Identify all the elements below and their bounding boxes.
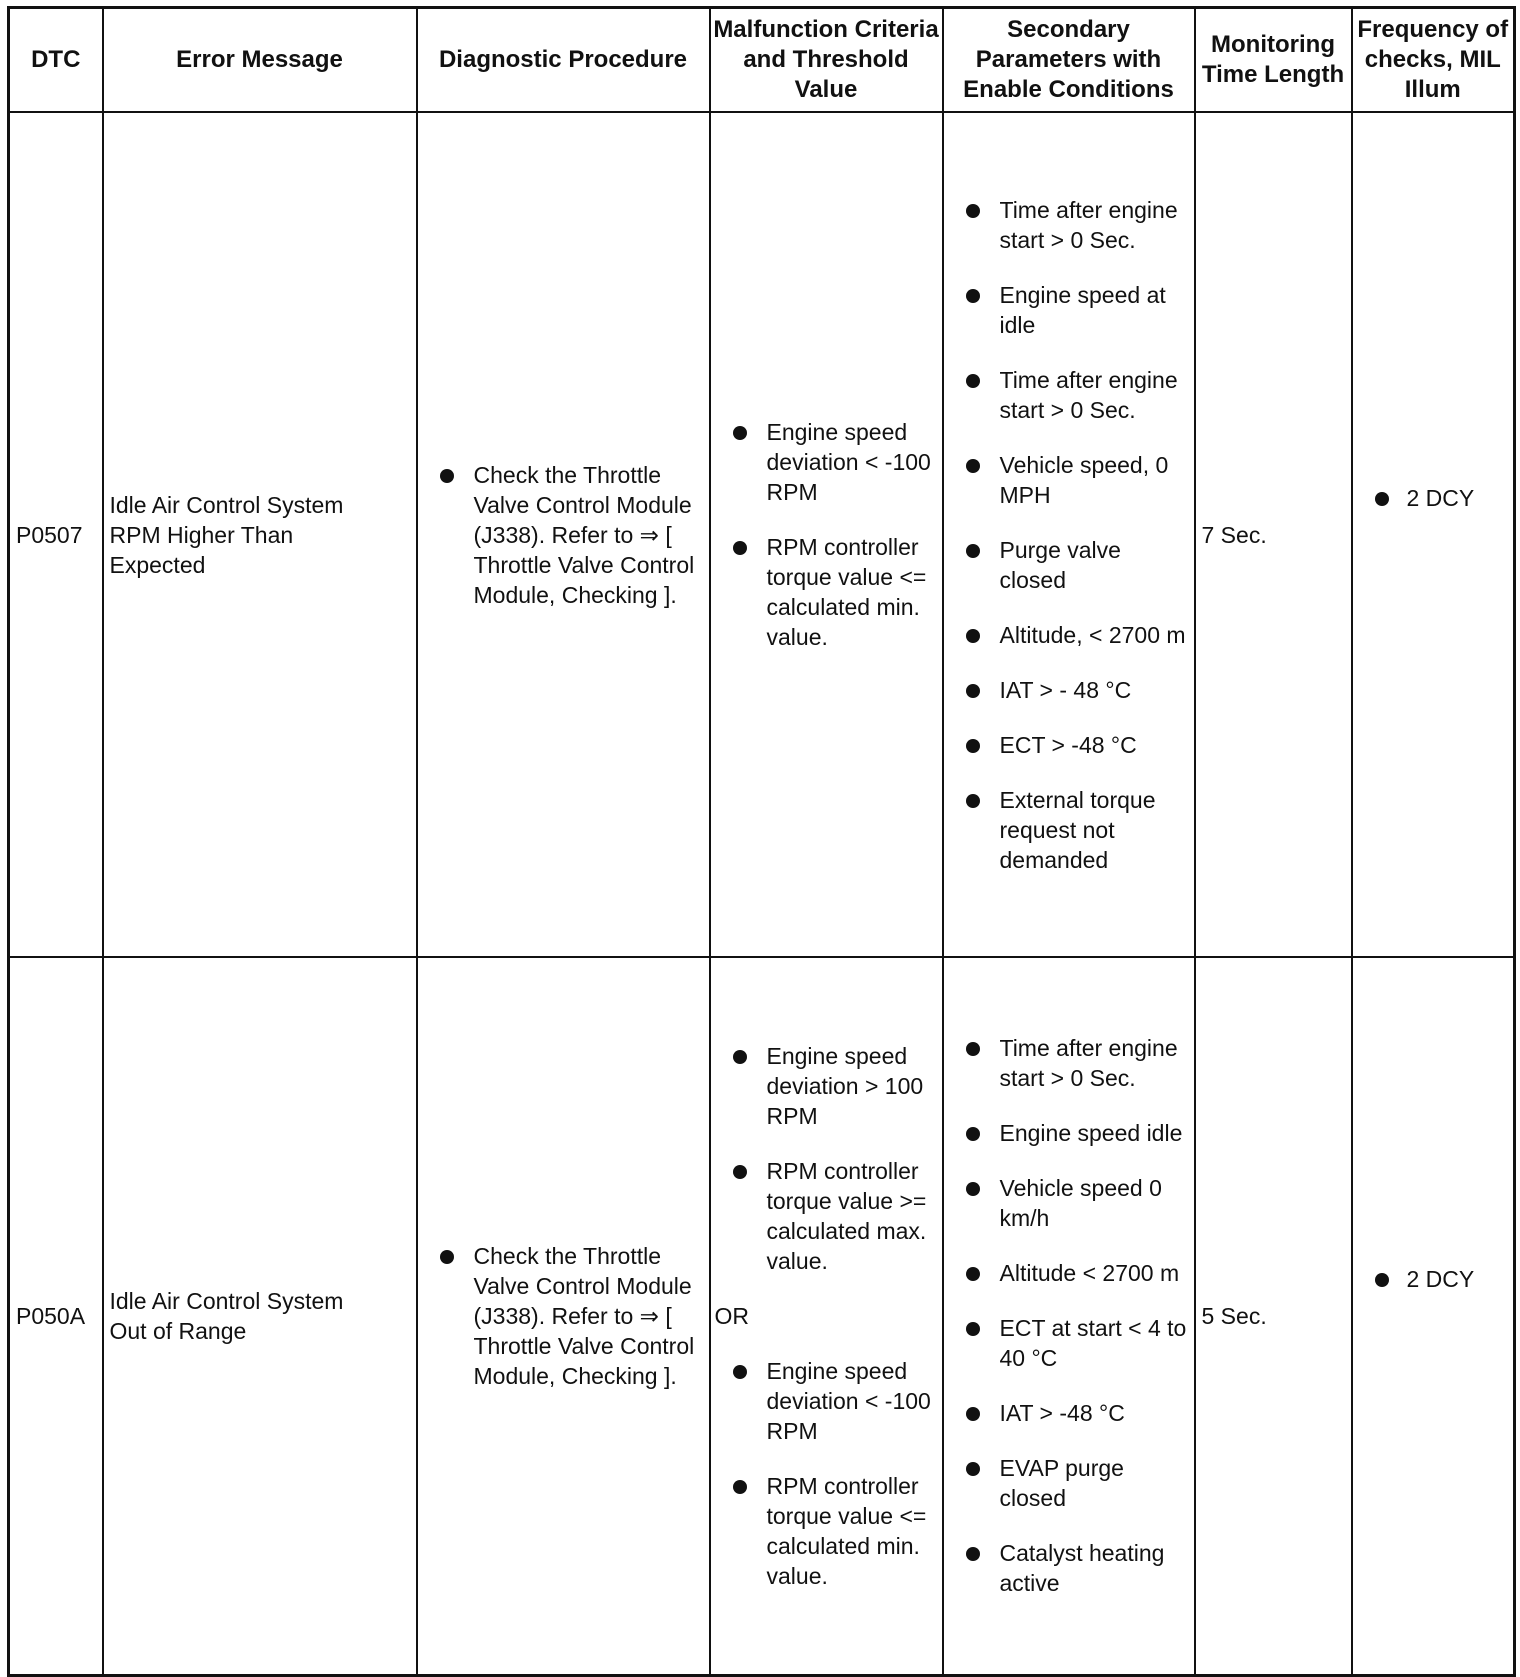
malfunction-criteria: [710, 112, 943, 957]
frequency: [1352, 957, 1515, 1675]
secondary-item: Engine speed at idle: [944, 280, 1194, 340]
secondary-item: Time after engine start > 0 Sec.: [944, 195, 1194, 255]
diagnostic-procedure: [417, 957, 710, 1675]
dtc-code: P050A: [9, 957, 103, 1675]
secondary-item: Time after engine start > 0 Sec.: [944, 1033, 1194, 1093]
header-dtc: DTC: [9, 8, 103, 113]
procedure-item: Check the Throttle Valve Control Module (J338). Refer to ⇒ [ Throttle Valve Control Module, Checking ].: [418, 1241, 709, 1391]
secondary-item: IAT > -48 °C: [944, 1398, 1194, 1428]
malfunction-item: RPM controller torque value >= calculated max. value.: [711, 1156, 942, 1276]
header-diagnostic-procedure: Diagnostic Procedure: [417, 8, 710, 113]
secondary-item: IAT > - 48 °C: [944, 675, 1194, 705]
secondary-item: Catalyst heating active: [944, 1538, 1194, 1598]
secondary-item: Altitude, < 2700 m: [944, 620, 1194, 650]
secondary-item: EVAP purge closed: [944, 1453, 1194, 1513]
header-error-message: Error Message: [103, 8, 417, 113]
secondary-item: Altitude < 2700 m: [944, 1258, 1194, 1288]
dtc-table: [7, 6, 1516, 1677]
header-secondary-parameters: Secondary Parameters with Enable Conditions: [943, 8, 1195, 113]
header-monitoring-time: Monitoring Time Length: [1195, 8, 1352, 113]
malfunction-item: Engine speed deviation < -100 RPM: [711, 1356, 942, 1446]
frequency: [1352, 112, 1515, 957]
dtc-code: P0507: [9, 112, 103, 957]
error-message: Idle Air Control System Out of Range: [103, 957, 417, 1675]
frequency-item: 2 DCY: [1353, 1264, 1514, 1294]
diagnostic-procedure: [417, 112, 710, 957]
secondary-item: ECT > -48 °C: [944, 730, 1194, 760]
secondary-item: External torque request not demanded: [944, 785, 1194, 875]
secondary-parameters: [943, 112, 1195, 957]
table-row: [9, 112, 1515, 957]
secondary-item: Vehicle speed, 0 MPH: [944, 450, 1194, 510]
secondary-item: Vehicle speed 0 km/h: [944, 1173, 1194, 1233]
table-row: [9, 957, 1515, 1675]
malfunction-criteria: [710, 957, 943, 1675]
secondary-parameters: [943, 957, 1195, 1675]
secondary-item: ECT at start < 4 to 40 °C: [944, 1313, 1194, 1373]
malfunction-item: RPM controller torque value <= calculated min. value.: [711, 1471, 942, 1591]
frequency-item: 2 DCY: [1353, 483, 1514, 513]
secondary-item: Engine speed idle: [944, 1118, 1194, 1148]
or-label: OR: [714, 1302, 749, 1329]
header-row: [9, 8, 1515, 113]
malfunction-item: Engine speed deviation < -100 RPM: [711, 417, 942, 507]
malfunction-item: RPM controller torque value <= calculated min. value.: [711, 532, 942, 652]
malfunction-item: Engine speed deviation > 100 RPM: [711, 1041, 942, 1131]
header-frequency: Frequency of checks, MIL Illum: [1352, 8, 1515, 113]
monitoring-time: 5 Sec.: [1195, 957, 1352, 1675]
secondary-item: Purge valve closed: [944, 535, 1194, 595]
secondary-item: Time after engine start > 0 Sec.: [944, 365, 1194, 425]
procedure-item: Check the Throttle Valve Control Module (J338). Refer to ⇒ [ Throttle Valve Control Module, Checking ].: [418, 460, 709, 610]
error-message: Idle Air Control System RPM Higher Than Expected: [103, 112, 417, 957]
monitoring-time: 7 Sec.: [1195, 112, 1352, 957]
header-malfunction-criteria: Malfunction Criteria and Threshold Value: [710, 8, 943, 113]
